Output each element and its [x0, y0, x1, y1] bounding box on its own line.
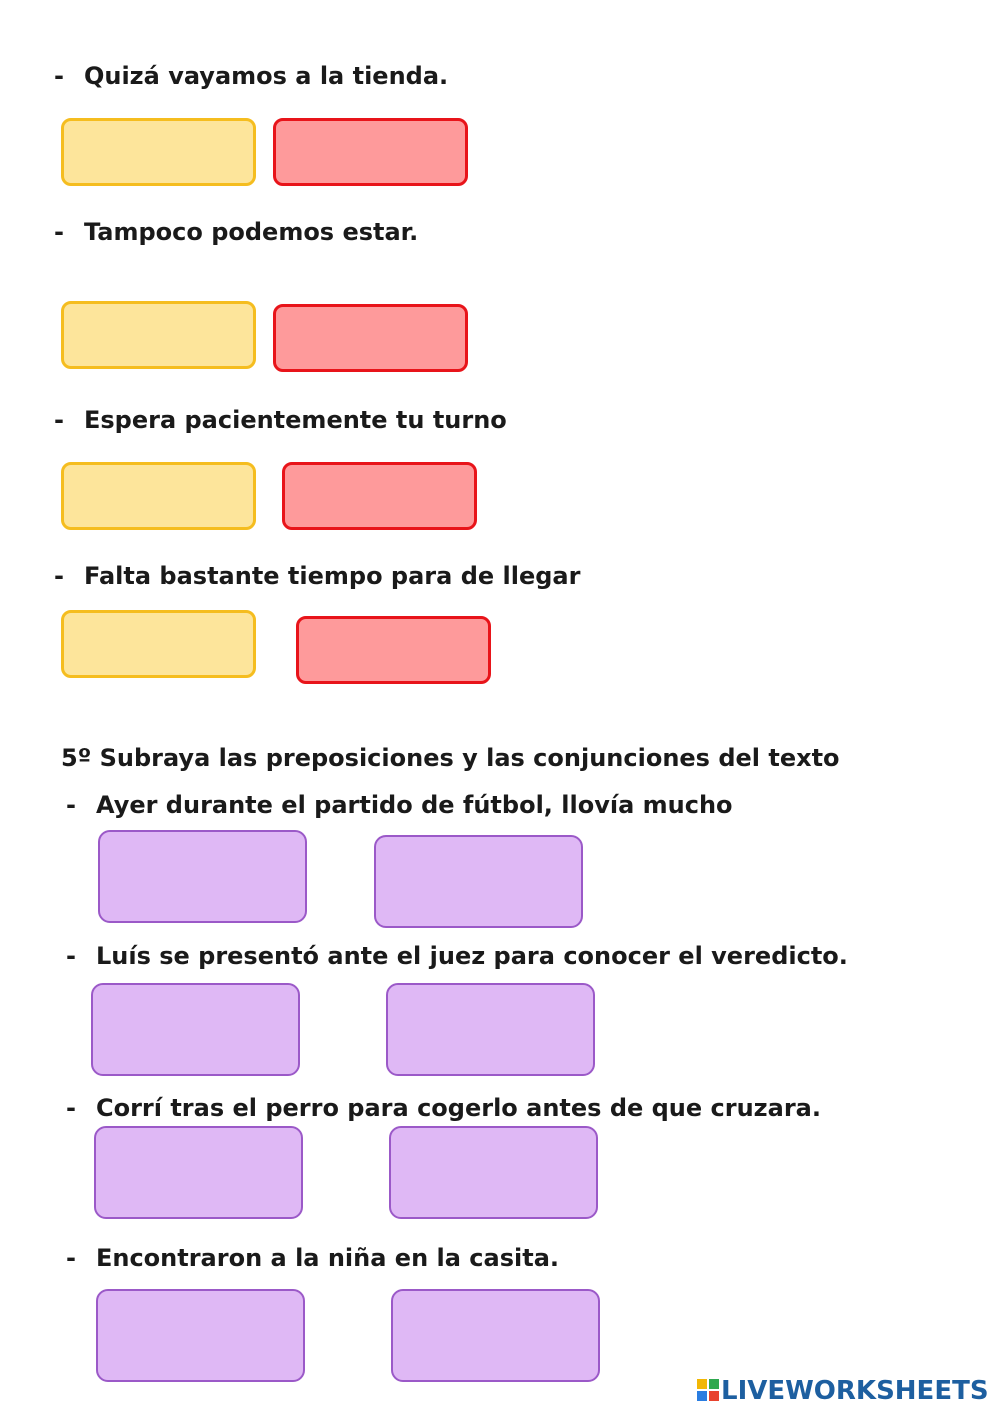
section-title: 5º Subraya las preposiciones y las conjunciones del texto: [61, 744, 840, 772]
sentence-4: [54, 561, 580, 591]
list-dash: -: [54, 62, 64, 90]
list-dash: -: [54, 218, 64, 246]
sentence-8: [66, 1243, 559, 1273]
answer-box-red[interactable]: [282, 462, 477, 530]
sentence-2: [54, 217, 418, 247]
answer-box-purple[interactable]: [94, 1126, 303, 1219]
sentence-text: Encontraron a la niña en la casita.: [95, 1244, 560, 1272]
liveworksheets-logo-icon: [697, 1378, 719, 1400]
sentence-7: [66, 1093, 821, 1123]
list-dash: -: [66, 1244, 76, 1272]
list-dash: -: [66, 942, 76, 970]
list-dash: -: [66, 1094, 76, 1122]
list-dash: -: [66, 791, 76, 819]
answer-box-purple[interactable]: [391, 1289, 600, 1382]
sentence-text: Ayer durante el partido de fútbol, llovía mucho: [95, 791, 733, 819]
answer-box-yellow[interactable]: [61, 301, 256, 369]
answer-box-purple[interactable]: [389, 1126, 598, 1219]
sentence-text: Quizá vayamos a la tienda.: [83, 62, 449, 90]
answer-box-yellow[interactable]: [61, 118, 256, 186]
sentence-6: [66, 941, 848, 971]
logo-text: LIVEWORKSHEETS: [721, 1376, 989, 1406]
liveworksheets-logo[interactable]: [697, 1376, 989, 1406]
answer-box-red[interactable]: [296, 616, 491, 684]
sentence-1: [54, 61, 448, 91]
list-dash: -: [54, 562, 64, 590]
sentence-text: Luís se presentó ante el juez para conocer el veredicto.: [95, 942, 848, 970]
answer-box-purple[interactable]: [96, 1289, 305, 1382]
answer-box-purple[interactable]: [386, 983, 595, 1076]
sentence-text: Tampoco podemos estar.: [83, 218, 419, 246]
answer-box-yellow[interactable]: [61, 462, 256, 530]
sentence-3: [54, 405, 507, 435]
sentence-text: Corrí tras el perro para cogerlo antes de que cruzara.: [95, 1094, 821, 1122]
sentence-5: [66, 790, 733, 820]
list-dash: -: [54, 406, 64, 434]
answer-box-yellow[interactable]: [61, 610, 256, 678]
answer-box-red[interactable]: [273, 118, 468, 186]
answer-box-purple[interactable]: [374, 835, 583, 928]
sentence-text: Falta bastante tiempo para de llegar: [83, 562, 581, 590]
answer-box-red[interactable]: [273, 304, 468, 372]
answer-box-purple[interactable]: [98, 830, 307, 923]
sentence-text: Espera pacientemente tu turno: [83, 406, 507, 434]
answer-box-purple[interactable]: [91, 983, 300, 1076]
